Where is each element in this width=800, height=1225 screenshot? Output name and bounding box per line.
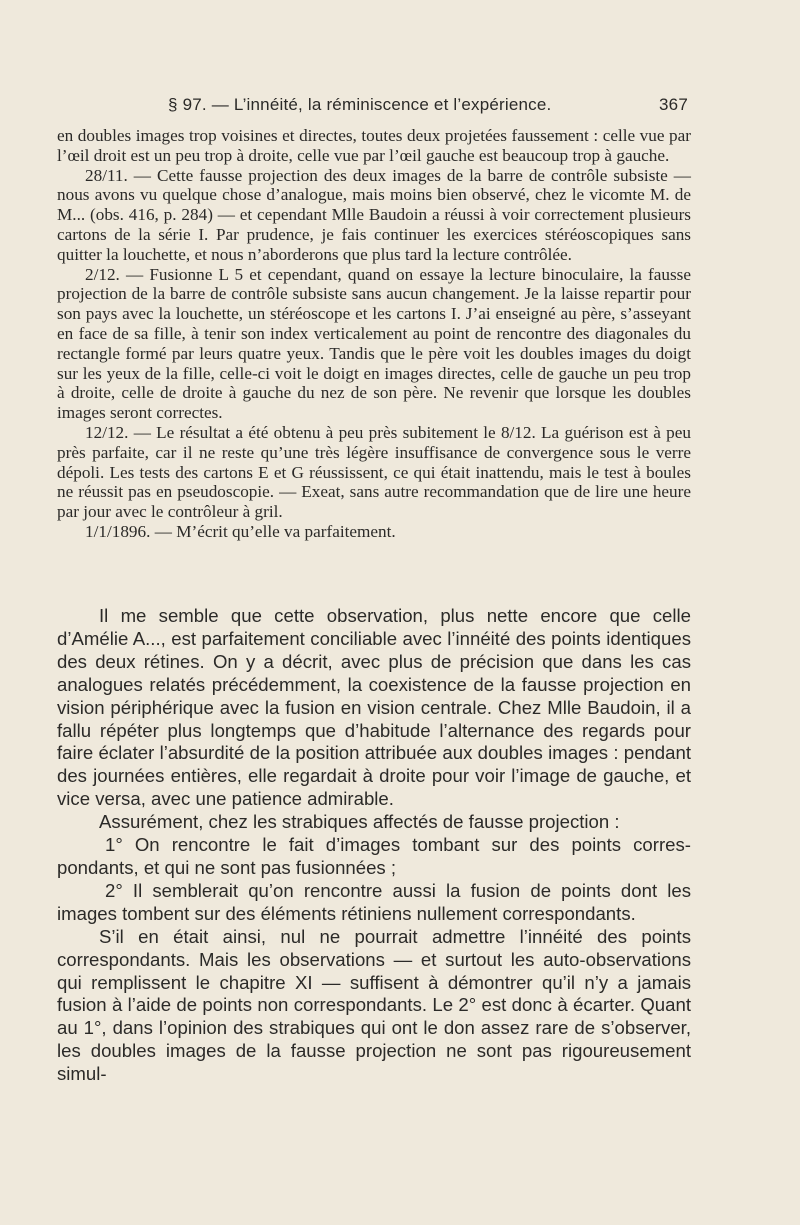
- note-paragraph: 2/12. — Fusionne L 5 et cependant, quand on essaye la lecture binoculaire, la fausse projection de la barre de contrôle subsiste sans aucun changement. Je la laisse repartir pour son pays avec la louchette, un stéréoscope et les cartons I. J’ai enseigné au père, s’asseyant en face de sa fille, à tenir son index verticalement au point de rencontre des diagonales du rectangle formé par leurs quatre yeux. Tandis que le père voit les doubles images du doigt sur les yeux de la fille, celle-ci voit le doigt en images directes, celle de gauche un peu trop à droite, celle de droite à gauche du nez de son père. Ne revenir que lorsque les doubles images seront correctes.: [57, 264, 691, 423]
- body-paragraph: Il me semble que cette observation, plus nette encore que celle d’Amélie A..., est parfaitement conciliable avec l’innéité des points identiques des deux rétines. On y a décrit, avec plus de précision que dans les cas analogues relatés précédemment, la coexistence de la fausse projection en vision périphérique avec la fusion en vision centrale. Chez Mlle Baudoin, il a fallu répéter plus longtemps que d’habitude l’alternance des regards pour faire éclater l’absurdité de la position attribuée aux doubles images : pendant des journées entières, elle regardait à droite pour voir l’image de gauche, et vice versa, avec une patience admirable.: [57, 605, 691, 810]
- running-header: [168, 95, 688, 119]
- list-item: 2° Il semblerait qu’on rencontre aussi la fusion de points dont les images tombent sur des éléments rétiniens nullement correspondants.: [57, 879, 691, 924]
- main-text: [57, 605, 691, 1086]
- note-paragraph: en doubles images trop voisines et directes, toutes deux projetées faussement : celle vue par l’œil droit est un peu trop à droite, celle vue par l’œil gauche est beaucoup trop à gauche.: [57, 126, 691, 165]
- note-paragraph: 28/11. — Cette fausse projection des deux images de la barre de contrôle subsiste — nous avons vu quelque chose d’analogue, mais moins bien observé, chez le vicomte M. de M... (obs. 416, p. 284) — et cependant Mlle Baudoin a réussi à voir correctement plusieurs cartons de la série I. Par prudence, je fais continuer les exercices stéréoscopiques sans quitter la louchette, et nous n’aborderons que plus tard la lecture contrôlée.: [57, 165, 691, 264]
- note-paragraph: 12/12. — Le résultat a été obtenu à peu près subitement le 8/12. La guérison est à peu près parfaite, car il ne reste qu’une très légère insuffisance de convergence sous le verre dépoli. Les tests des cartons E et G réussissent, ce qui était inattendu, mais le test à boules ne réussit pas en pseudoscopie. — Exeat, sans autre recommandation que de lire une heure par jour avec le contrôleur à gril.: [57, 422, 691, 522]
- clinical-notes: [57, 126, 691, 542]
- list-item: 1° On rencontre le fait d’images tombant sur des points correspondants, et qui ne sont pas fusionnées ;: [57, 834, 691, 878]
- note-paragraph: 1/1/1896. — M’écrit qu’elle va parfaitement.: [85, 521, 396, 541]
- page-number: 367: [659, 95, 688, 114]
- body-paragraph: Assurément, chez les strabiques affectés de fausse projection :: [99, 811, 620, 833]
- running-title: § 97. — L’innéité, la réminiscence et l’expérience.: [168, 95, 552, 114]
- body-paragraph: S’il en était ainsi, nul ne pourrait admettre l’innéité des points correspondants. Mais les observations — et surtout les auto-observations qui remplissent le chapitre XI — suffisent à démontrer qu’il n’y a jamais fusion à l’aide de points non correspondants. Le 2° est donc à écarter. Quant au 1°, dans l’opinion des strabiques qui ont le don assez rare de s’observer, les doubles images de la fausse projection ne sont pas rigoureusement simul-: [57, 925, 691, 1085]
